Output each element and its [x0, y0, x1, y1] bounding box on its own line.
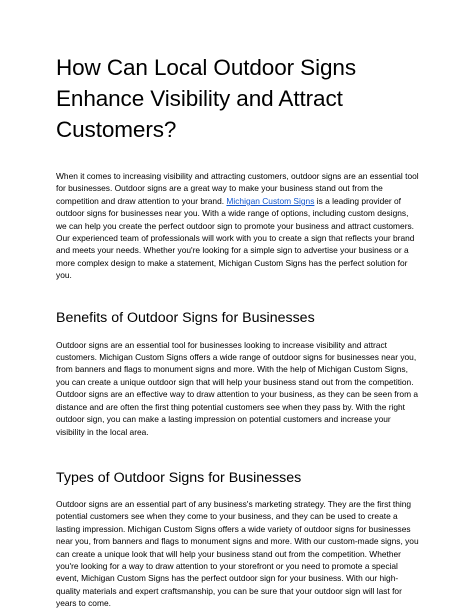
intro-text-after-link: is a leading provider of outdoor signs for businesses near you. With a wide range of options, including custom designs, we can help you create the perfect outdoor sign to promote your business and attract customers. Our experienced team of professionals will work with you to create a sign that reflects your brand and meets your needs. Whether you're looking for a simple sign to advertise your business or a more complex design to make a statement, Michigan Custom Signs has the perfect solution for you. — [56, 195, 415, 281]
section-heading-types: Types of Outdoor Signs for Businesses — [56, 469, 302, 486]
intro-text-before-link: When it comes to increasing visibility and attracting customers, outdoor signs are an essential tool for businesses. Outdoor signs are a great way to make your business stand out from the competition and draw attention to your brand. — [56, 171, 419, 206]
page-title: How Can Local Outdoor Signs Enhance Visibility and Attract Customers? — [56, 55, 356, 142]
section-body-types: Outdoor signs are an essential part of any business's marketing strategy. They are the first thing potential customers see when they come to your business, and they can be used to create a lasting impression. Michigan Custom Signs offers a wide variety of outdoor signs for businesses near you, from banners and flags to monument signs and more. With our custom-made signs, you can create a unique look that will help your business stand out from the competition. Whether you're looking for a way to draw attention to your storefront or you need to promote a special event, Michigan Custom Signs has the perfect outdoor sign for your business. With our high-quality materials and expert craftsmanship, you can be sure that your outdoor sign will last for years to come. — [56, 498, 419, 609]
section-heading-benefits: Benefits of Outdoor Signs for Businesses — [56, 309, 315, 326]
document-page — [56, 52, 420, 610]
intro-paragraph — [56, 170, 420, 282]
michigan-custom-signs-link[interactable]: Michigan Custom Signs — [226, 195, 315, 206]
section-body-benefits: Outdoor signs are an essential tool for businesses looking to increase visibility and attract customers. Michigan Custom Signs offers a wide range of outdoor signs for businesses near you, from banners and flags to monument signs and more. With the help of Michigan Custom Signs, you can create a unique outdoor sign that will help your business stand out from the competition. Outdoor signs are an effective way to draw attention to your business, as they can be seen from a distance and are often the first thing potential customers see when they pass by. With the right outdoor sign, you can make a lasting impression on potential customers and increase your visibility in the local area. — [56, 339, 419, 437]
